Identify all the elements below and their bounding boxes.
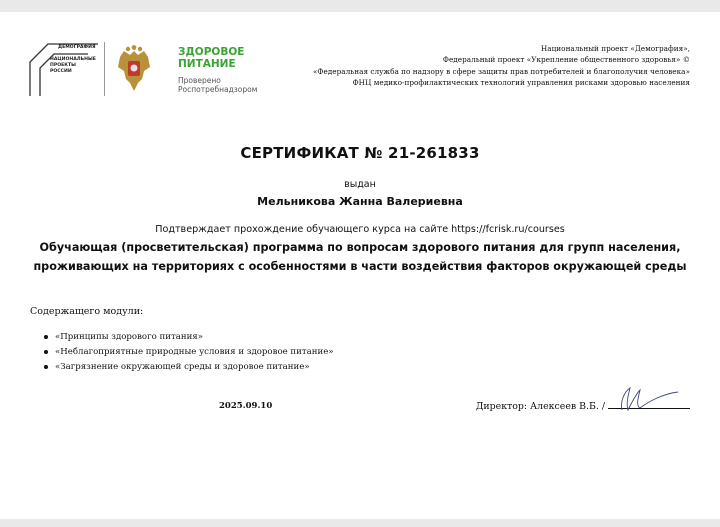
modules-label: Содержащего модули: [30,306,144,317]
certificate-title: СЕРТИФИКАТ № 21-261833 [240,144,480,162]
recipient-name: Мельникова Жанна Валериевна [257,195,463,208]
header-line: ФНЦ медико-профилактических технологий управления рисками здоровью населения [352,77,690,87]
issue-date: 2025.09.10 [219,401,273,411]
modules-list [44,330,334,375]
np-main-label: НАЦИОНАЛЬНЫЕ ПРОЕКТЫ РОССИИ [50,57,96,74]
module-item: «Принципы здорового питания» [44,330,334,345]
np-top-label: ДЕМОГРАФИЯ [58,45,96,50]
header-line: Национальный проект «Демография», [540,44,690,53]
header-line: Федеральный проект «Укрепление общественного здоровья» © [442,55,690,65]
header-line: «Федеральная служба по надзору в сфере защиты прав потребителей и благополучия человека» [312,66,690,76]
header-organizations [313,43,690,88]
module-item: «Неблагоприятные природные условия и здоровое питание» [44,345,334,360]
program-title: Обучающая (просветительская) программа по вопросам здорового питания для групп населения, проживающих на территориях с особенностями в части воздействия факторов окружающей среды [33,241,687,273]
certificate-page [0,12,720,519]
zp-subtitle: Проверено Роспотребнадзором [178,76,258,94]
logo-group [28,42,278,112]
issued-label: выдан [344,179,376,190]
confirm-text: Подтверждает прохождение обучающего курса на сайте https://fcrisk.ru/courses [155,224,565,235]
russian-eagle-emblem-icon [116,45,152,95]
director-label: Директор: Алексеев В.Б. / [475,401,606,412]
logo-divider [104,42,105,96]
zp-title: ЗДОРОВОЕ ПИТАНИЕ [178,46,245,70]
signature-icon [606,384,681,414]
module-item: «Загрязнение окружающей среды и здоровое питание» [44,360,334,375]
